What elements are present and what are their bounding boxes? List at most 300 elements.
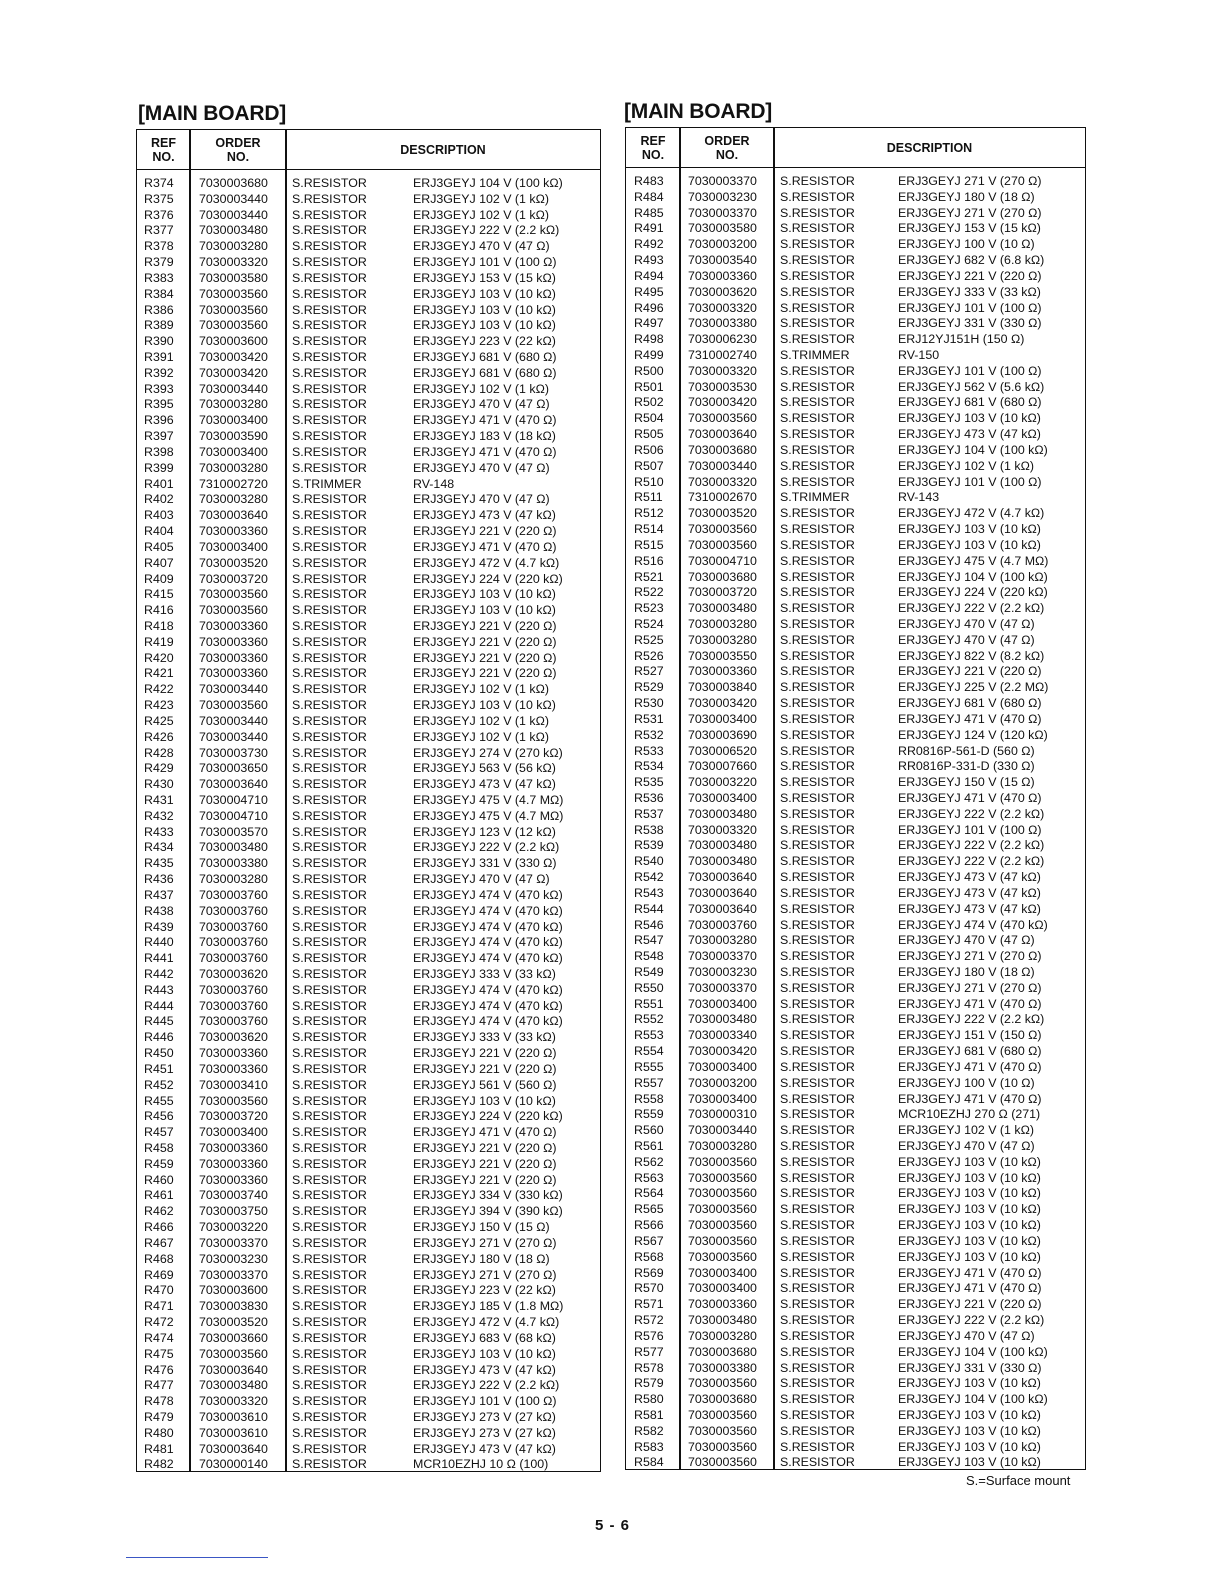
- part-description: ERJ3GEYJ 471 V (470 Ω): [413, 413, 557, 428]
- order-no: 7030003200: [688, 237, 757, 252]
- ref-no: R419: [144, 634, 174, 649]
- order-no: 7030003640: [199, 1362, 268, 1377]
- part-type: S.RESISTOR: [292, 334, 367, 349]
- part-type: S.RESISTOR: [292, 270, 367, 285]
- part-description: ERJ3GEYJ 474 V (470 kΩ): [413, 982, 563, 997]
- ref-no: R435: [144, 856, 174, 871]
- part-type: S.RESISTOR: [292, 903, 367, 918]
- right-table-header: [626, 128, 1085, 168]
- table-row: [626, 348, 1085, 364]
- order-no: 7030003760: [199, 951, 268, 966]
- page-number: 5 - 6: [595, 1517, 631, 1534]
- ref-no: R396: [144, 413, 174, 428]
- ref-no: R492: [634, 237, 664, 252]
- left-header-order: ORDER NO.: [215, 136, 261, 164]
- part-type: S.RESISTOR: [292, 587, 367, 602]
- part-description: ERJ3GEYJ 103 V (10 kΩ): [898, 1376, 1041, 1391]
- order-no: 7030003580: [199, 270, 268, 285]
- table-row: [137, 793, 600, 809]
- order-no: 7030003320: [688, 363, 757, 378]
- ref-no: R459: [144, 1156, 174, 1171]
- order-no: 7030003760: [199, 1014, 268, 1029]
- table-row: [137, 1078, 600, 1094]
- ref-no: R383: [144, 270, 174, 285]
- part-description: ERJ3GEYJ 473 V (47 kΩ): [898, 427, 1041, 442]
- ref-no: R583: [634, 1439, 664, 1454]
- table-row: [137, 192, 600, 208]
- part-type: S.RESISTOR: [292, 460, 367, 475]
- order-no: 7030003560: [199, 1093, 268, 1108]
- table-row: [626, 744, 1085, 760]
- part-type: S.RESISTOR: [780, 1044, 855, 1059]
- table-row: [626, 933, 1085, 949]
- table-row: [626, 838, 1085, 854]
- part-type: S.RESISTOR: [780, 1249, 855, 1264]
- part-type: S.RESISTOR: [780, 1392, 855, 1407]
- ref-no: R529: [634, 680, 664, 695]
- order-no: 7030003370: [688, 205, 757, 220]
- part-type: S.RESISTOR: [780, 1313, 855, 1328]
- ref-no: R457: [144, 1125, 174, 1140]
- part-description: ERJ3GEYJ 185 V (1.8 MΩ): [413, 1299, 564, 1314]
- ref-no: R576: [634, 1328, 664, 1343]
- ref-no: R555: [634, 1059, 664, 1074]
- ref-no: R584: [634, 1455, 664, 1470]
- ref-no: R571: [634, 1297, 664, 1312]
- table-row: [626, 870, 1085, 886]
- part-type: S.RESISTOR: [780, 268, 855, 283]
- table-row: [137, 1347, 600, 1363]
- part-description: ERJ3GEYJ 271 V (270 Ω): [898, 205, 1042, 220]
- table-row: [137, 761, 600, 777]
- order-no: 7310002670: [688, 490, 757, 505]
- table-row: [137, 1252, 600, 1268]
- order-no: 7030003400: [199, 1125, 268, 1140]
- table-row: [137, 872, 600, 888]
- ref-no: R389: [144, 318, 174, 333]
- order-no: 7030003580: [688, 221, 757, 236]
- part-type: S.RESISTOR: [780, 838, 855, 853]
- part-type: S.RESISTOR: [780, 648, 855, 663]
- table-row: [137, 477, 600, 493]
- table-row: [626, 712, 1085, 728]
- table-row: [626, 981, 1085, 997]
- part-type: S.RESISTOR: [292, 239, 367, 254]
- ref-no: R498: [634, 332, 664, 347]
- part-description: ERJ3GEYJ 101 V (100 Ω): [413, 255, 557, 270]
- order-no: 7030004710: [199, 808, 268, 823]
- part-type: S.RESISTOR: [292, 492, 367, 507]
- part-description: ERJ3GEYJ 475 V (4.7 MΩ): [413, 792, 564, 807]
- part-description: ERJ3GEYJ 474 V (470 kΩ): [413, 935, 563, 950]
- ref-no: R466: [144, 1220, 174, 1235]
- order-no: 7030003360: [199, 650, 268, 665]
- order-no: 7030003280: [688, 1328, 757, 1343]
- ref-no: R514: [634, 522, 664, 537]
- table-row: [137, 255, 600, 271]
- part-description: ERJ3GEYJ 681 V (680 Ω): [413, 350, 557, 365]
- ref-no: R526: [634, 648, 664, 663]
- part-type: S.RESISTOR: [780, 1344, 855, 1359]
- order-no: 7030003370: [688, 980, 757, 995]
- part-description: ERJ3GEYJ 271 V (270 Ω): [413, 1235, 557, 1250]
- table-row: [137, 413, 600, 429]
- table-row: [137, 856, 600, 872]
- ref-no: R554: [634, 1044, 664, 1059]
- ref-no: R472: [144, 1315, 174, 1330]
- order-no: 7030003680: [688, 569, 757, 584]
- order-no: 7030007660: [688, 759, 757, 774]
- part-type: S.RESISTOR: [292, 1299, 367, 1314]
- table-row: [137, 382, 600, 398]
- part-type: S.RESISTOR: [780, 933, 855, 948]
- order-no: 7030003720: [688, 585, 757, 600]
- part-description: ERJ3GEYJ 331 V (330 Ω): [413, 856, 557, 871]
- part-description: ERJ3GEYJ 221 V (220 Ω): [413, 1141, 557, 1156]
- table-row: [626, 1297, 1085, 1313]
- ref-no: R374: [144, 176, 174, 190]
- table-row: [626, 237, 1085, 253]
- part-description: ERJ3GEYJ 333 V (33 kΩ): [413, 1030, 556, 1045]
- ref-no: R386: [144, 302, 174, 317]
- ref-no: R499: [634, 348, 664, 363]
- ref-no: R549: [634, 965, 664, 979]
- order-no: 7030003640: [688, 427, 757, 442]
- part-description: ERJ3GEYJ 334 V (330 kΩ): [413, 1188, 563, 1203]
- order-no: 7030003560: [199, 302, 268, 317]
- ref-no: R399: [144, 460, 174, 475]
- table-row: [626, 380, 1085, 396]
- order-no: 7030003760: [199, 982, 268, 997]
- part-type: S.RESISTOR: [780, 1170, 855, 1185]
- part-type: S.RESISTOR: [780, 664, 855, 679]
- part-description: ERJ3GEYJ 471 V (470 Ω): [898, 790, 1042, 805]
- part-description: ERJ3GEYJ 681 V (680 Ω): [898, 1044, 1042, 1059]
- part-description: ERJ3GEYJ 222 V (2.2 kΩ): [413, 1378, 560, 1393]
- part-type: S.TRIMMER: [292, 476, 362, 491]
- order-no: 7030003320: [688, 300, 757, 315]
- part-description: ERJ3GEYJ 103 V (10 kΩ): [898, 1439, 1041, 1454]
- ref-no: R460: [144, 1172, 174, 1187]
- part-type: S.RESISTOR: [780, 1075, 855, 1090]
- ref-no: R377: [144, 223, 174, 238]
- part-type: S.RESISTOR: [292, 761, 367, 776]
- table-row: [626, 1345, 1085, 1361]
- ref-no: R521: [634, 569, 664, 584]
- part-type: S.RESISTOR: [780, 237, 855, 252]
- table-row: [137, 1331, 600, 1347]
- part-type: S.TRIMMER: [780, 490, 850, 505]
- part-description: ERJ3GEYJ 124 V (120 kΩ): [898, 727, 1048, 742]
- ref-no: R423: [144, 698, 174, 713]
- part-description: ERJ3GEYJ 822 V (8.2 kΩ): [898, 648, 1045, 663]
- table-row: [626, 1107, 1085, 1123]
- table-row: [137, 318, 600, 334]
- ref-no: R485: [634, 205, 664, 220]
- part-description: ERJ3GEYJ 221 V (220 Ω): [413, 1156, 557, 1171]
- table-row: [626, 522, 1085, 538]
- table-row: [137, 935, 600, 951]
- part-description: ERJ3GEYJ 472 V (4.7 kΩ): [898, 506, 1045, 521]
- part-description: ERJ3GEYJ 222 V (2.2 kΩ): [413, 840, 560, 855]
- order-no: 7030003360: [199, 1156, 268, 1171]
- ref-no: R392: [144, 365, 174, 380]
- order-no: 7030000140: [199, 1457, 268, 1472]
- part-type: S.RESISTOR: [780, 585, 855, 600]
- table-row: [137, 746, 600, 762]
- order-no: 7030003400: [688, 711, 757, 726]
- part-type: S.RESISTOR: [780, 1154, 855, 1169]
- order-no: 7030000310: [688, 1107, 757, 1122]
- part-type: S.RESISTOR: [292, 1109, 367, 1124]
- part-type: S.RESISTOR: [780, 632, 855, 647]
- order-no: 7030003760: [199, 935, 268, 950]
- part-description: ERJ3GEYJ 183 V (18 kΩ): [413, 429, 556, 444]
- part-type: S.RESISTOR: [780, 379, 855, 394]
- part-description: ERJ3GEYJ 473 V (47 kΩ): [898, 901, 1041, 916]
- order-no: 7030003560: [199, 603, 268, 618]
- table-row: [137, 983, 600, 999]
- table-row: [626, 997, 1085, 1013]
- ref-no: R445: [144, 1014, 174, 1029]
- ref-no: R461: [144, 1188, 174, 1203]
- part-type: S.RESISTOR: [780, 917, 855, 932]
- table-row: [137, 967, 600, 983]
- part-description: ERJ3GEYJ 180 V (18 Ω): [898, 965, 1035, 979]
- part-description: ERJ3GEYJ 471 V (470 Ω): [413, 444, 557, 459]
- order-no: 7030003440: [199, 191, 268, 206]
- part-type: S.RESISTOR: [292, 1188, 367, 1203]
- ref-no: R523: [634, 601, 664, 616]
- part-type: S.RESISTOR: [780, 316, 855, 331]
- order-no: 7030003380: [199, 856, 268, 871]
- ref-no: R552: [634, 1012, 664, 1027]
- order-no: 7030003520: [199, 1315, 268, 1330]
- ref-no: R402: [144, 492, 174, 507]
- ref-no: R468: [144, 1251, 174, 1266]
- part-type: S.RESISTOR: [780, 205, 855, 220]
- part-description: ERJ3GEYJ 222 V (2.2 kΩ): [898, 806, 1045, 821]
- part-description: ERJ3GEYJ 153 V (15 kΩ): [898, 221, 1041, 236]
- part-description: ERJ3GEYJ 473 V (47 kΩ): [413, 508, 556, 523]
- table-row: [137, 951, 600, 967]
- table-row: [626, 1266, 1085, 1282]
- left-header-description: DESCRIPTION: [400, 143, 486, 157]
- part-description: ERJ3GEYJ 471 V (470 Ω): [898, 996, 1042, 1011]
- part-description: ERJ3GEYJ 153 V (15 kΩ): [413, 270, 556, 285]
- order-no: 7030003680: [688, 442, 757, 457]
- ref-no: R553: [634, 1028, 664, 1043]
- part-type: S.RESISTOR: [292, 1030, 367, 1045]
- order-no: 7030006230: [688, 332, 757, 347]
- table-row: [137, 904, 600, 920]
- part-description: ERJ3GEYJ 104 V (100 kΩ): [413, 176, 563, 190]
- part-description: ERJ3GEYJ 271 V (270 Ω): [898, 980, 1042, 995]
- table-row: [137, 239, 600, 255]
- ref-no: R433: [144, 824, 174, 839]
- ref-no: R550: [634, 980, 664, 995]
- part-description: ERJ3GEYJ 271 V (270 Ω): [898, 949, 1042, 964]
- ref-no: R538: [634, 822, 664, 837]
- table-row: [626, 1329, 1085, 1345]
- order-no: 7030003540: [688, 253, 757, 268]
- table-row: [137, 1046, 600, 1062]
- table-row: [626, 791, 1085, 807]
- part-description: ERJ3GEYJ 471 V (470 Ω): [898, 711, 1042, 726]
- part-type: S.RESISTOR: [292, 1014, 367, 1029]
- part-description: ERJ3GEYJ 683 V (68 kΩ): [413, 1330, 556, 1345]
- order-no: 7030003360: [688, 268, 757, 283]
- part-type: S.RESISTOR: [292, 381, 367, 396]
- table-row: [626, 696, 1085, 712]
- order-no: 7030003830: [199, 1299, 268, 1314]
- table-row: [626, 949, 1085, 965]
- ref-no: R582: [634, 1423, 664, 1438]
- ref-no: R533: [634, 743, 664, 758]
- ref-no: R566: [634, 1218, 664, 1233]
- order-no: 7030003440: [688, 1123, 757, 1138]
- part-type: S.RESISTOR: [780, 822, 855, 837]
- ref-no: R565: [634, 1202, 664, 1217]
- table-row: [626, 1123, 1085, 1139]
- table-row: [137, 508, 600, 524]
- order-no: 7030003280: [688, 1139, 757, 1154]
- part-description: ERJ3GEYJ 471 V (470 Ω): [413, 539, 557, 554]
- order-no: 7030003420: [199, 350, 268, 365]
- part-type: S.RESISTOR: [780, 949, 855, 964]
- part-description: MCR10EZHJ 270 Ω (271): [898, 1107, 1041, 1122]
- order-no: 7030003370: [199, 1267, 268, 1282]
- ref-no: R497: [634, 316, 664, 331]
- part-description: ERJ3GEYJ 331 V (330 Ω): [898, 1360, 1042, 1375]
- order-no: 7030003620: [199, 967, 268, 981]
- order-no: 7030003440: [199, 682, 268, 697]
- left-parts-table: [136, 129, 601, 1472]
- part-type: S.RESISTOR: [292, 1235, 367, 1250]
- table-row: [626, 807, 1085, 823]
- ref-no: R495: [634, 284, 664, 299]
- part-type: S.RESISTOR: [780, 411, 855, 426]
- order-no: 7030003550: [688, 648, 757, 663]
- part-type: S.RESISTOR: [780, 300, 855, 315]
- ref-no: R462: [144, 1204, 174, 1219]
- decorative-line: [126, 1557, 268, 1558]
- table-row: [626, 206, 1085, 222]
- part-type: S.RESISTOR: [780, 743, 855, 758]
- ref-no: R443: [144, 982, 174, 997]
- part-type: S.RESISTOR: [780, 901, 855, 916]
- table-row: [137, 1394, 600, 1410]
- part-description: RR0816P-561-D (560 Ω): [898, 743, 1035, 758]
- part-description: ERJ3GEYJ 474 V (470 kΩ): [413, 919, 563, 934]
- ref-no: R493: [634, 253, 664, 268]
- order-no: 7030003560: [199, 1346, 268, 1361]
- part-description: ERJ3GEYJ 102 V (1 kΩ): [413, 682, 549, 697]
- part-type: S.RESISTOR: [780, 332, 855, 347]
- ref-no: R409: [144, 571, 174, 586]
- part-description: ERJ3GEYJ 474 V (470 kΩ): [413, 998, 563, 1013]
- ref-no: R564: [634, 1186, 664, 1201]
- part-type: S.RESISTOR: [292, 808, 367, 823]
- part-type: S.RESISTOR: [292, 935, 367, 950]
- part-type: S.RESISTOR: [292, 1046, 367, 1061]
- table-row: [137, 1204, 600, 1220]
- part-type: S.RESISTOR: [780, 427, 855, 442]
- ref-no: R500: [634, 363, 664, 378]
- part-description: ERJ3GEYJ 103 V (10 kΩ): [413, 1093, 556, 1108]
- part-type: S.RESISTOR: [292, 951, 367, 966]
- part-type: S.RESISTOR: [292, 887, 367, 902]
- ref-no: R384: [144, 286, 174, 301]
- ref-no: R532: [634, 727, 664, 742]
- part-description: ERJ3GEYJ 102 V (1 kΩ): [413, 191, 549, 206]
- ref-no: R563: [634, 1170, 664, 1185]
- part-type: S.RESISTOR: [292, 698, 367, 713]
- part-type: S.RESISTOR: [780, 1028, 855, 1043]
- order-no: 7310002740: [688, 348, 757, 363]
- part-description: ERJ3GEYJ 223 V (22 kΩ): [413, 334, 556, 349]
- part-description: ERJ3GEYJ 274 V (270 kΩ): [413, 745, 563, 760]
- ref-no: R524: [634, 616, 664, 631]
- part-description: ERJ3GEYJ 474 V (470 kΩ): [413, 951, 563, 966]
- ref-no: R429: [144, 761, 174, 776]
- table-row: [137, 1125, 600, 1141]
- part-description: ERJ3GEYJ 271 V (270 Ω): [898, 174, 1042, 188]
- table-row: [626, 649, 1085, 665]
- part-type: S.RESISTOR: [292, 1315, 367, 1330]
- table-row: [137, 271, 600, 287]
- part-description: ERJ3GEYJ 474 V (470 kΩ): [413, 1014, 563, 1029]
- table-row: [137, 888, 600, 904]
- part-description: ERJ3GEYJ 104 V (100 kΩ): [898, 1392, 1048, 1407]
- ref-no: R502: [634, 395, 664, 410]
- part-description: ERJ3GEYJ 223 V (22 kΩ): [413, 1283, 556, 1298]
- table-row: [626, 316, 1085, 332]
- part-description: ERJ3GEYJ 470 V (47 Ω): [898, 1328, 1035, 1343]
- order-no: 7030003400: [688, 1265, 757, 1280]
- table-row: [137, 334, 600, 350]
- ref-no: R535: [634, 775, 664, 790]
- ref-no: R543: [634, 885, 664, 900]
- part-description: ERJ3GEYJ 101 V (100 Ω): [898, 363, 1042, 378]
- table-row: [137, 999, 600, 1015]
- part-type: S.RESISTOR: [780, 1360, 855, 1375]
- part-description: ERJ3GEYJ 225 V (2.2 MΩ): [898, 680, 1049, 695]
- order-no: 7030003640: [688, 901, 757, 916]
- order-no: 7030003440: [688, 458, 757, 473]
- table-row: [626, 221, 1085, 237]
- table-row: [137, 1442, 600, 1458]
- order-no: 7030003360: [688, 664, 757, 679]
- part-type: S.RESISTOR: [292, 777, 367, 792]
- ref-no: R539: [634, 838, 664, 853]
- order-no: 7030003560: [688, 1170, 757, 1185]
- table-row: [626, 759, 1085, 775]
- part-description: ERJ3GEYJ 473 V (47 kΩ): [413, 1441, 556, 1456]
- part-description: ERJ3GEYJ 472 V (4.7 kΩ): [413, 1315, 560, 1330]
- table-row: [137, 556, 600, 572]
- part-type: S.RESISTOR: [780, 1091, 855, 1106]
- ref-no: R458: [144, 1141, 174, 1156]
- table-row: [626, 728, 1085, 744]
- table-row: [626, 585, 1085, 601]
- part-type: S.RESISTOR: [780, 1328, 855, 1343]
- part-description: ERJ3GEYJ 563 V (56 kΩ): [413, 761, 556, 776]
- order-no: 7030003360: [199, 1172, 268, 1187]
- ref-no: R572: [634, 1313, 664, 1328]
- table-row: [626, 285, 1085, 301]
- order-no: 7030003680: [688, 1392, 757, 1407]
